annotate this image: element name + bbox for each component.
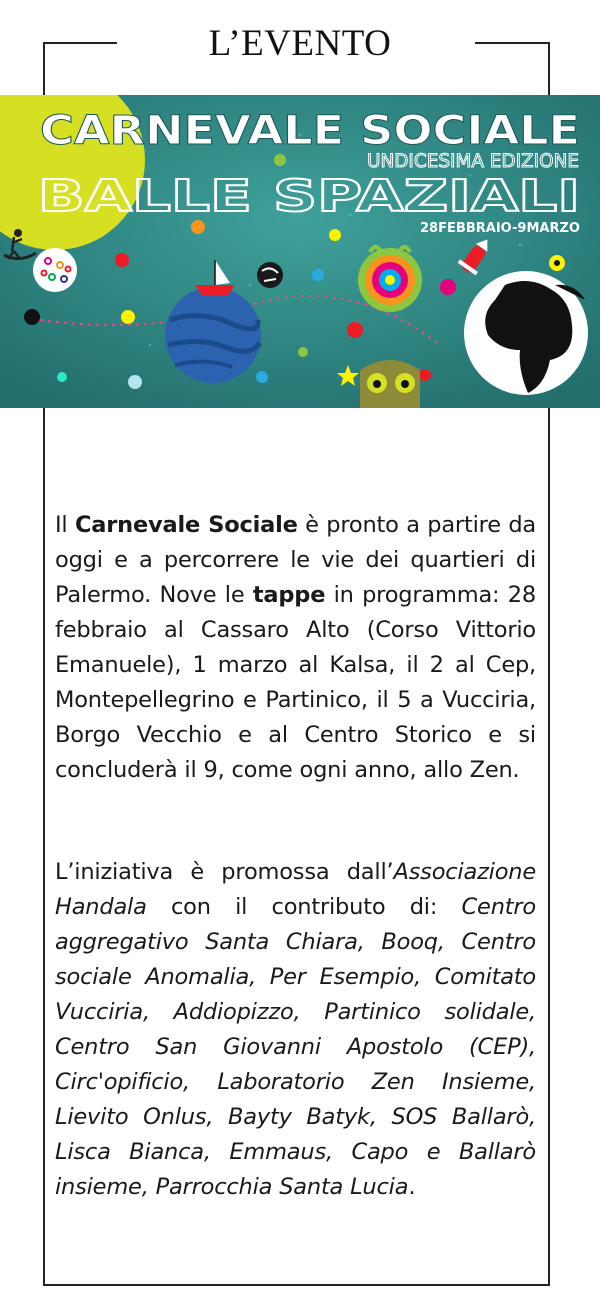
frame-right-lower (548, 407, 550, 1286)
p1-text-a: Il (55, 512, 75, 538)
p1-text-e: in programma: 28 febbraio al Cassaro Alto (Corso Vittorio Emanuele), 1 marzo al Kalsa, il 2 al Cep, Montepellegrino e Partinico, il 5 a Vucciria, Borgo Vecchio e al Centro Storico e si concluderà il 9, come ogni anno, allo Zen. (55, 582, 536, 783)
article-paragraph-1 (55, 508, 536, 788)
p2-text-e: . (408, 1174, 416, 1200)
banner-line3: BALLE SPAZIALI (38, 171, 580, 222)
banner-line2: UNDICESIMA EDIZIONE (367, 150, 579, 172)
p1-bold-carnevale: Carnevale Sociale (74, 512, 298, 538)
p1-text-c: è pronto a partire da oggi e a percorrere le vie dei quartieri di Palermo. Nove le (55, 512, 536, 608)
banner-dates: 28FEBBRAIO-9MARZO (420, 221, 580, 236)
disco-ball-icon (33, 248, 77, 292)
p2-text-a: L’iniziativa è promossa dall’ (55, 859, 394, 885)
earth-globe-icon (464, 271, 588, 395)
frame-left-lower (43, 407, 45, 1286)
small-globe-icon (257, 262, 283, 288)
p2-italic-associazione: Associazione Handala (55, 859, 536, 920)
blue-planet-icon (165, 287, 261, 383)
article-paragraph-2 (55, 855, 536, 1205)
p2-italic-contributors: Centro aggregativo Santa Chiara, Booq, Centro sociale Anomalia, Per Esempio, Comitato Vucciria, Addiopizzo, Partinico solidale, Centro San Giovanni Apostolo (CEP), Circ'opificio, Laboratorio Zen Insieme, Lievito Onlus, Bayty Batyk, SOS Ballarò, Lisca Bianca, Emmaus, Capo e Ballarò insieme, Parrocchia Santa Lucia (55, 894, 536, 1200)
section-title: L’EVENTO (208, 23, 392, 64)
p1-bold-tappe: tappe (252, 582, 326, 608)
frame-bottom (43, 1284, 550, 1286)
event-banner (0, 95, 600, 408)
alien-eyes-icon (360, 360, 420, 408)
banner-line1: CARNEVALE SOCIALE (40, 108, 580, 154)
p2-text-c: con il contributo di: (146, 894, 462, 920)
